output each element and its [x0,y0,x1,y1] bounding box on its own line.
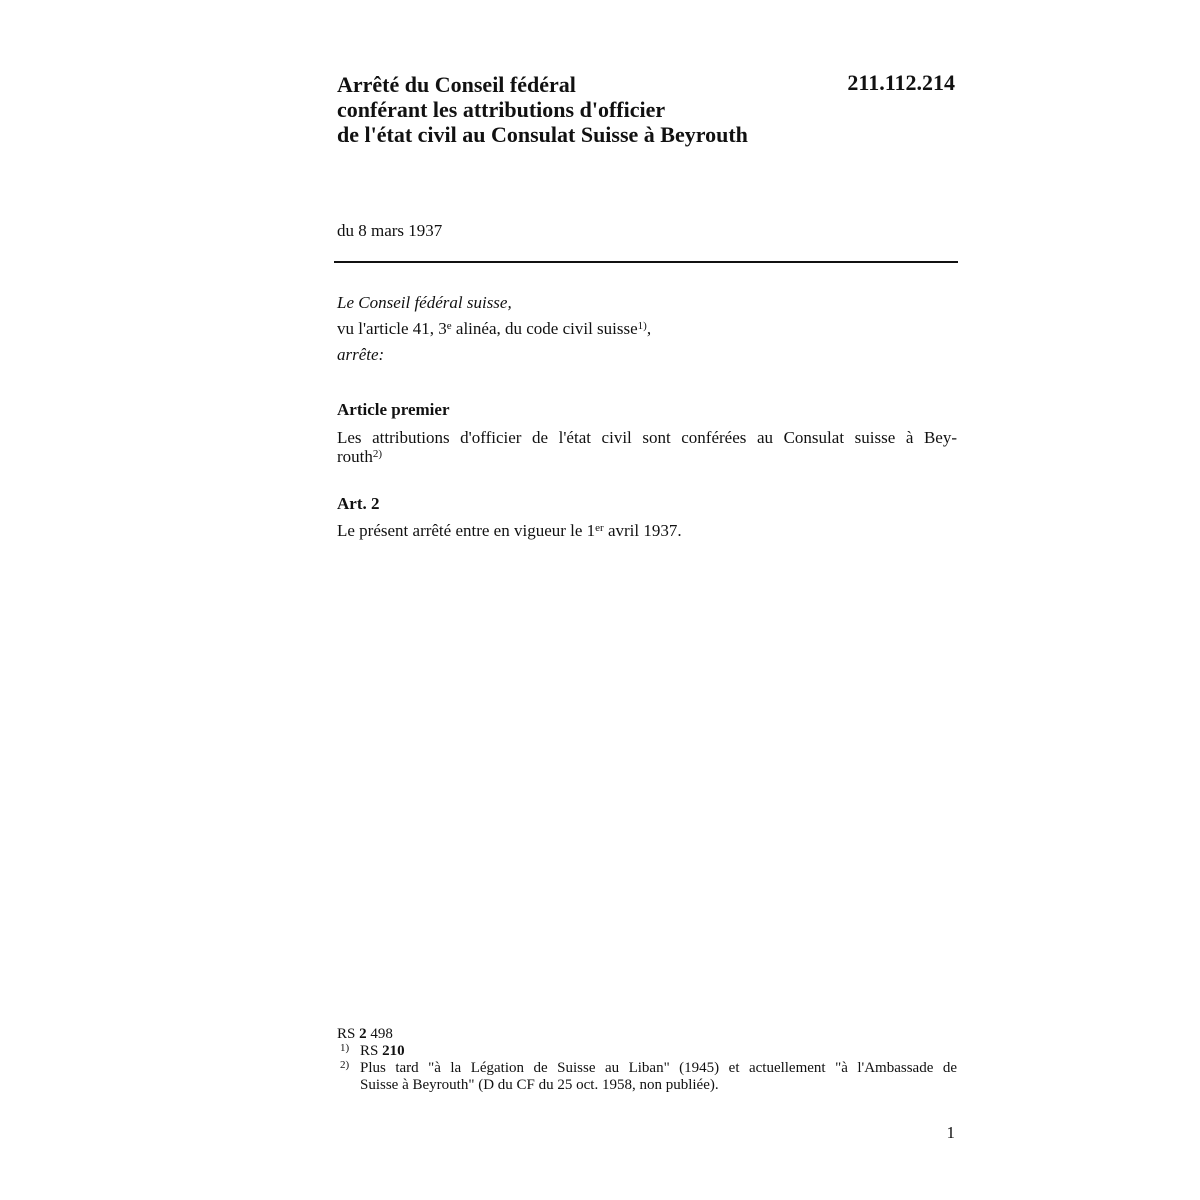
document-date: du 8 mars 1937 [337,221,443,240]
ordinal-superscript-er: er [595,522,604,534]
footnote-1-bold: 210 [382,1043,405,1059]
footnote-ref-2[interactable]: 2) [372,448,383,460]
footnotes-section [337,1026,957,1094]
preamble-decision: arrête: [337,345,385,364]
article-1-body [337,428,957,466]
footnote-2-marker: 2) [340,1059,350,1071]
source-page: 498 [366,1026,393,1042]
article-2-text-end: avril 1937. [603,521,682,540]
legal-basis-text-start: vu l'article 41, 3 [337,319,447,338]
source-prefix: RS [337,1026,360,1042]
systematic-number: 211.112.214 [847,70,955,95]
preamble [337,290,957,368]
footnote-2-line-2: Suisse à Beyrouth" (D du CF du 25 oct. 1958, non publiée). [360,1077,719,1093]
preamble-authority: Le Conseil fédéral suisse, [337,293,512,312]
source-volume: 2 [359,1026,367,1042]
legal-basis-text-middle: alinéa, du code civil suisse [451,319,638,338]
document-title [337,72,817,147]
footnote-1-prefix: RS [360,1043,383,1059]
footnote-1-text [360,1043,957,1060]
source-reference [337,1026,957,1043]
page-number: 1 [946,1123,955,1142]
article-2-body [337,521,957,540]
article-2-heading: Art. 2 [337,494,380,513]
footnote-2-line-1: Plus tard "à la Légation de Suisse au Liban" (1945) et actuellement "à l'Ambassade de [360,1060,957,1076]
header-divider [334,261,958,263]
footnote-1-marker: 1) [340,1042,350,1054]
article-1-body-line-2: routh [337,447,373,466]
title-line-1: Arrêté du Conseil fédéral [337,72,576,97]
ordinal-superscript: e [446,320,452,332]
legal-basis-text-end: , [646,319,652,338]
footnote-2 [337,1060,957,1094]
article-1-body-line-1: Les attributions d'officier de l'état civil sont conférées au Consulat suisse à Bey- [337,428,957,447]
footnote-ref-1[interactable]: 1) [637,320,647,332]
footnote-2-text [360,1060,957,1094]
preamble-legal-basis [337,316,957,342]
title-line-2: conférant les attributions d'officier [337,97,666,122]
title-line-3: de l'état civil au Consulat Suisse à Beyrouth [337,122,748,147]
footnote-1 [337,1043,957,1060]
article-1-heading: Article premier [337,400,450,419]
article-2-text-start: Le présent arrêté entre en vigueur le 1 [337,521,596,540]
